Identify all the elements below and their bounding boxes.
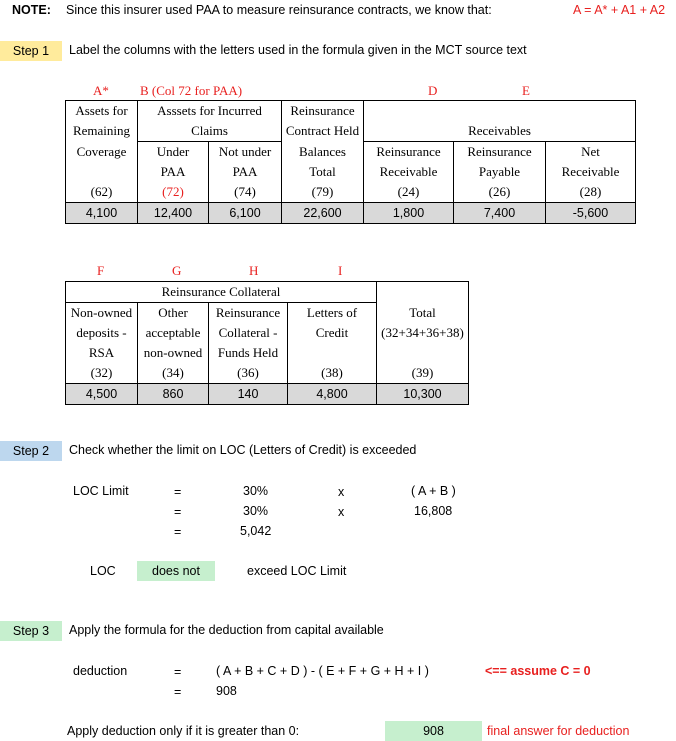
hdr-assets-remaining-2: Remaining [66,121,138,142]
hdr-collateral-3: Funds Held [209,343,288,363]
col-code: (26) [454,182,546,203]
reinsurance-balances-table [65,100,636,224]
hdr-not-under-paa-1: Not under [209,142,282,163]
value-cell: 860 [138,384,209,405]
col-code: (62) [66,182,138,203]
loc-ab-value: 16,808 [414,504,453,518]
col-code: (34) [138,363,209,384]
equals-sign: = [174,525,182,539]
hdr-reins-held-1: Reinsurance [282,101,364,122]
note-formula: A = A* + A1 + A2 [573,3,666,17]
loc-expr: ( A + B ) [411,484,456,498]
hdr-non-owned-3: RSA [66,343,138,363]
hdr-other-3: non-owned [138,343,209,363]
col-code: (36) [209,363,288,384]
letter-a-star: A* [93,83,109,98]
final-answer-label: final answer for deduction [487,724,630,738]
col-code: (28) [546,182,636,203]
assume-c-zero: <== assume C = 0 [485,664,591,678]
col-code: (74) [209,182,282,203]
hdr-reins-held-2: Contract Held [282,121,364,142]
note-label: NOTE: [12,3,51,17]
value-cell: -5,600 [546,203,636,224]
letter-b: B (Col 72 for PAA) [140,83,243,98]
col-code: (38) [288,363,377,384]
loc-label: LOC [90,564,116,578]
letter-d: D [428,83,438,98]
value-cell: 140 [209,384,288,405]
deduction-formula: ( A + B + C + D ) - ( E + F + G + H + I ) [216,664,429,678]
value-cell: 12,400 [138,203,209,224]
step2-text: Check whether the limit on LOC (Letters of Credit) is exceeded [69,443,417,457]
value-cell: 4,500 [66,384,138,405]
loc-limit-value: 5,042 [240,524,272,538]
value-cell: 1,800 [364,203,454,224]
hdr-non-owned-1: Non-owned [66,303,138,324]
deduction-result: 908 [216,684,237,698]
step1-text: Label the columns with the letters used in the formula given in the MCT source text [69,43,527,57]
value-cell: 7,400 [454,203,546,224]
hdr-loc-2: Credit [288,323,377,343]
letter-f: F [97,263,105,278]
step3-tag: Step 3 [0,621,62,641]
equals-sign: = [174,665,182,679]
apply-deduction-text: Apply deduction only if it is greater than 0: [67,724,300,738]
letter-i: I [338,263,343,278]
col-code: (79) [282,182,364,203]
times-sign: x [338,505,345,519]
hdr-under-paa-1: Under [138,142,209,163]
hdr-net-receivable-1: Net [546,142,636,163]
hdr-loc-1: Letters of [288,303,377,324]
hdr-reins-held-4: Total [282,162,364,182]
equals-sign: = [174,505,182,519]
final-deduction-value: 908 [385,721,482,741]
reinsurance-collateral-table [65,281,469,405]
hdr-reins-receivable-2: Receivable [364,162,454,182]
hdr-other-1: Other [138,303,209,324]
exceed-text: exceed LOC Limit [247,564,347,578]
value-cell: 10,300 [377,384,469,405]
hdr-assets-remaining-3: Coverage [66,142,138,163]
col-code: (24) [364,182,454,203]
hdr-non-owned-2: deposits - [66,323,138,343]
hdr-collateral-1: Reinsurance [209,303,288,324]
loc-limit-label: LOC Limit [73,484,129,498]
hdr-other-2: acceptable [138,323,209,343]
note-text: Since this insurer used PAA to measure reinsurance contracts, we know that: [66,3,492,17]
hdr-not-under-paa-2: PAA [209,162,282,182]
letter-h: H [249,263,259,278]
value-cell: 4,800 [288,384,377,405]
hdr-reins-receivable-1: Reinsurance [364,142,454,163]
step1-tag: Step 1 [0,41,62,61]
loc-pct-2: 30% [243,504,269,518]
step3-text: Apply the formula for the deduction from capital available [69,623,384,637]
value-cell: 4,100 [66,203,138,224]
hdr-receivables: Receivables [364,121,636,142]
hdr-reins-held-3: Balances [282,142,364,163]
letter-e: E [522,83,530,98]
does-not-highlight: does not [137,561,215,581]
value-cell: 22,600 [282,203,364,224]
hdr-incurred-claims-1: Asssets for Incurred [138,101,282,122]
hdr-incurred-claims-2: Claims [138,121,282,142]
equals-sign: = [174,685,182,699]
deduction-label: deduction [73,664,128,678]
hdr-reins-payable-2: Payable [454,162,546,182]
hdr-reins-payable-1: Reinsurance [454,142,546,163]
hdr-total-1: Total [377,303,469,324]
col-code: (72) [138,182,209,203]
hdr-collateral-2: Collateral - [209,323,288,343]
col-code: (32) [66,363,138,384]
hdr-total-2: (32+34+36+38) [377,323,469,343]
letter-g: G [172,263,182,278]
col-code: (39) [377,363,469,384]
value-cell: 6,100 [209,203,282,224]
equals-sign: = [174,485,182,499]
step2-tag: Step 2 [0,441,62,461]
hdr-assets-remaining-1: Assets for [66,101,138,122]
loc-pct-1: 30% [243,484,269,498]
hdr-net-receivable-2: Receivable [546,162,636,182]
hdr-reinsurance-collateral: Reinsurance Collateral [66,282,377,303]
hdr-under-paa-2: PAA [138,162,209,182]
times-sign: x [338,485,345,499]
